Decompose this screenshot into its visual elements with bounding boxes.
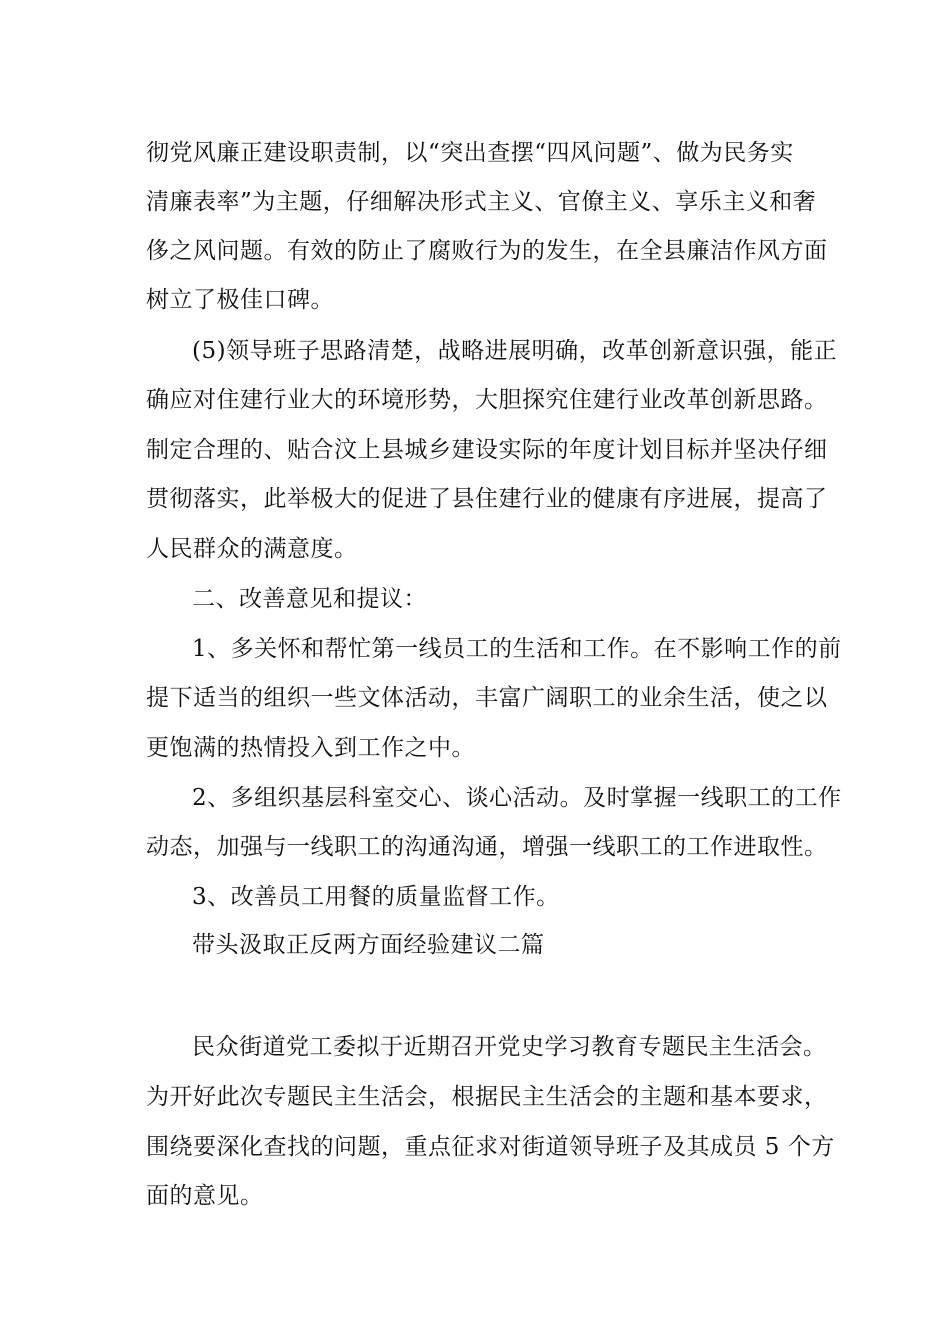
text-line: 为开好此次专题民主生活会，根据民主生活会的主题和基本要求， [146,1084,828,1110]
text-line: (5)领导班子思路清楚，战略进展明确，改革创新意识强，能正 [192,338,838,364]
text-line: 树立了极佳口碑。 [146,287,334,313]
text-line: 更饱满的热情投入到工作之中。 [146,735,475,761]
text-line: 民众街道党工委拟于近期召开党史学习教育专题民主生活会。 [192,1034,827,1060]
text-line: 提下适当的组织一些文体活动，丰富广阔职工的业余生活，使之以 [146,685,828,711]
text-line: 彻党风廉正建设职责制，以“突出查摆“四风问题”、做为民务实 [146,140,794,166]
text-line: 侈之风问题。有效的防止了腐败行为的发生，在全县廉洁作风方面 [146,238,828,264]
text-line: 人民群众的满意度。 [146,536,358,562]
text-line: 制定合理的、贴合汶上县城乡建设实际的年度计划目标并坚决仔细 [146,437,828,463]
text-line: 围绕要深化查找的问题，重点征求对街道领导班子及其成员 5 个方 [146,1134,835,1160]
text-line: 清廉表率”为主题，仔细解决形式主义、官僚主义、享乐主义和奢 [146,189,817,215]
text-line: 动态，加强与一线职工的沟通沟通，增强一线职工的工作进取性。 [146,834,828,860]
text-line: 3、改善员工用餐的质量监督工作。 [192,884,560,910]
section-heading: 二、改善意见和提议： [192,586,427,612]
text-line: 贯彻落实，此举极大的促进了县住建行业的健康有序进展，提高了 [146,486,828,512]
text-line: 确应对住建行业大的环境形势，大胆探究住建行业改革创新思路。 [146,387,828,413]
text-line: 1、多关怀和帮忙第一线员工的生活和工作。在不影响工作的前 [192,636,842,662]
text-line: 2、多组织基层科室交心、谈心活动。及时掌握一线职工的工作 [192,785,842,811]
article-title: 带头汲取正反两方面经验建议二篇 [192,932,545,958]
text-line: 面的意见。 [146,1183,264,1209]
